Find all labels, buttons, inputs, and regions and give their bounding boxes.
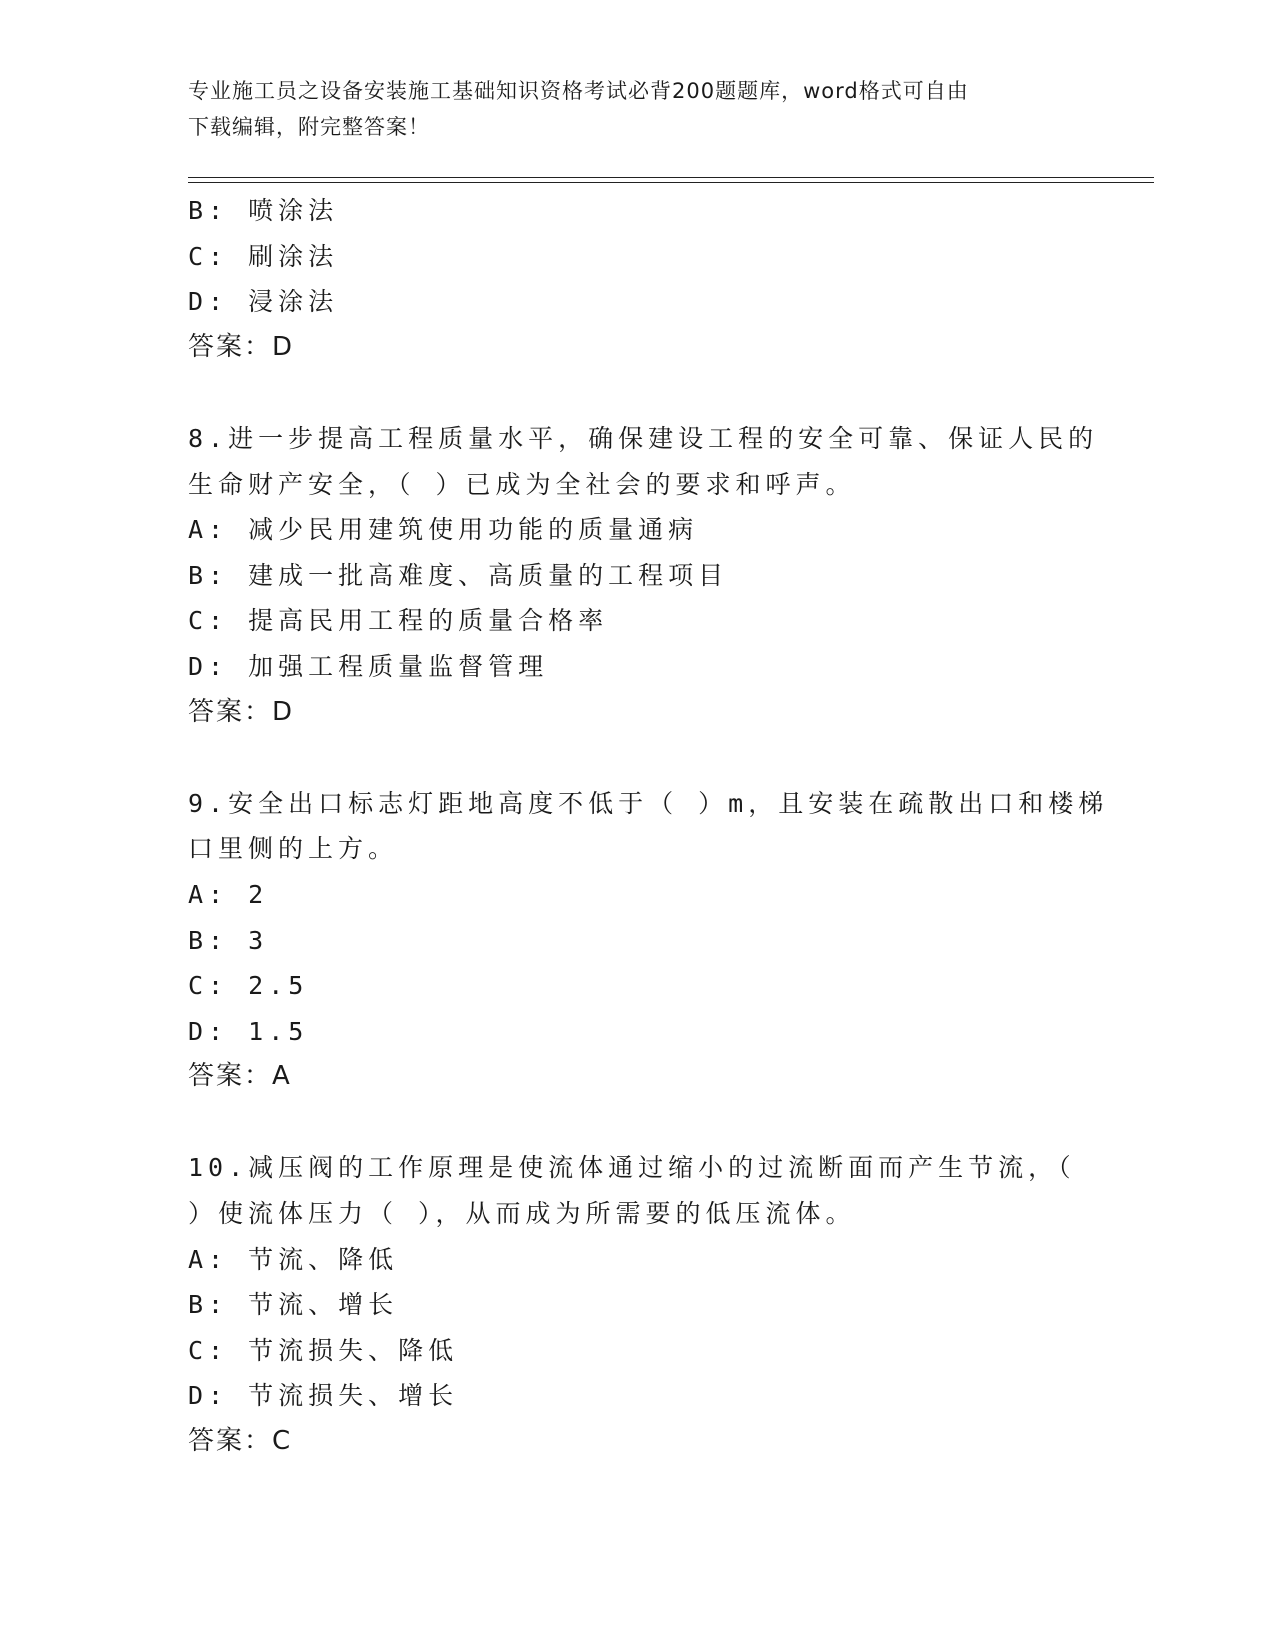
option-c: C: 刷涂法 <box>188 241 339 271</box>
option-c: C: 节流损失、降低 <box>188 1335 459 1365</box>
answer-line: 答案：D <box>188 696 295 727</box>
option-a: A: 减少民用建筑使用功能的质量通病 <box>188 515 699 545</box>
question-block-7 <box>188 188 1068 370</box>
option-b: B: 喷涂法 <box>188 196 339 225</box>
option-d: D: 1.5 <box>188 1016 309 1046</box>
question-text-line: 生命财产安全，（ ）已成为全社会的要求和呼声。 <box>188 469 856 499</box>
option-d: D: 加强工程质量监督管理 <box>188 651 549 681</box>
spacer <box>188 370 1068 416</box>
document-header <box>188 73 1068 145</box>
question-block-8 <box>188 416 1099 735</box>
question-text-line: 8.进一步提高工程质量水平，确保建设工程的安全可靠、保证人民的 <box>188 423 1099 453</box>
spacer <box>188 735 1068 781</box>
question-text-line: 口里侧的上方。 <box>188 834 399 864</box>
option-b: B: 节流、增长 <box>188 1290 399 1320</box>
option-c: C: 2.5 <box>188 971 309 1001</box>
option-a: A: 节流、降低 <box>188 1244 399 1274</box>
header-line-2: 下载编辑，附完整答案！ <box>188 115 430 139</box>
option-b: B: 3 <box>188 925 269 955</box>
question-block-10 <box>188 1145 1076 1464</box>
answer-line: 答案：D <box>188 331 295 362</box>
header-line-1: 专业施工员之设备安装施工基础知识资格考试必背200题题库，word格式可自由 <box>188 79 969 103</box>
answer-line: 答案：A <box>188 1061 292 1092</box>
option-d: D: 节流损失、增长 <box>188 1381 459 1411</box>
header-rule-bottom <box>188 182 1154 183</box>
question-block-9 <box>188 781 1109 1100</box>
header-rule-top <box>188 177 1154 178</box>
option-c: C: 提高民用工程的质量合格率 <box>188 606 609 636</box>
option-d: D: 浸涂法 <box>188 287 339 317</box>
answer-line: 答案：C <box>188 1426 293 1457</box>
question-text-line: 10.减压阀的工作原理是使流体通过缩小的过流断面而产生节流，（ <box>188 1153 1076 1183</box>
question-text-line: ）使流体压力（ ），从而成为所需要的低压流体。 <box>188 1199 856 1229</box>
question-list <box>188 188 1109 1465</box>
option-b: B: 建成一批高难度、高质量的工程项目 <box>188 560 729 590</box>
spacer <box>188 1100 1068 1146</box>
question-text-line: 9.安全出口标志灯距地高度不低于（ ）m，且安装在疏散出口和楼梯 <box>188 788 1109 818</box>
option-a: A: 2 <box>188 879 269 909</box>
